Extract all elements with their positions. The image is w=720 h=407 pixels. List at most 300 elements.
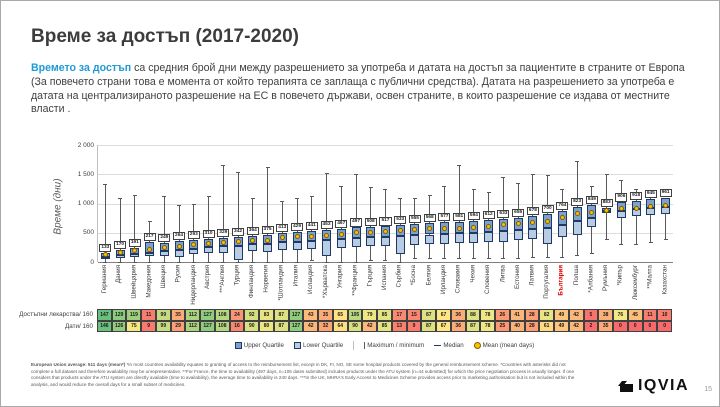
whisker-cap [192,204,196,205]
x-axis-label [480,264,495,311]
box-lower-quartile [263,244,272,252]
table-cell: 45 [628,309,643,321]
whisker-cap [619,180,623,181]
mean-value-label: 945 [645,190,657,198]
intro-text [31,62,695,117]
x-axis-label [436,264,451,311]
whisker-cap [295,198,299,199]
table-cell: 42 [569,321,584,333]
boxplot-column [408,145,423,262]
median-line [278,242,287,243]
median-line-icon [434,345,441,347]
box-lower-quartile [425,235,434,245]
table-cell: 87 [421,321,436,333]
box-lower-quartile [352,238,361,247]
mean-value-label: 467 [335,220,347,228]
mean-value-label: 883 [601,199,613,207]
table-cell: 76 [613,309,628,321]
whisker-cap [516,258,520,259]
whisker-cap [133,195,137,196]
x-axis-label-text: Швейцария [130,265,138,299]
y-axis-title: Време (дни) [52,178,64,235]
mean-value-label: 594 [468,212,480,220]
boxplot-column [157,145,172,262]
table-cell: 105 [348,309,363,321]
boxplot-column [201,145,216,262]
y-tick-label: 1 000 [77,200,94,207]
x-axis-label [97,264,112,311]
x-axis-label [259,264,274,311]
mean-value-label: 764 [556,202,568,210]
box-lower-quartile [587,218,596,227]
median-line [528,229,537,230]
x-axis-label [598,264,613,311]
table-cell: 87 [274,321,289,333]
boxplot-column [511,145,526,262]
table-cell: 99 [156,309,171,321]
whisker-cap [325,262,329,263]
x-axis-label-text: Чехия [469,265,477,283]
boxplot-column [555,145,570,262]
plot-area [77,141,673,266]
whisker-cap [487,258,491,259]
iqvia-logo [618,377,689,395]
mean-dot [103,252,108,257]
table-cell: 28 [525,321,540,333]
mean-value-label: 453 [320,221,332,229]
whisker-cap [118,262,122,263]
mean-value-label: 555 [409,215,421,223]
whisker-cap [369,260,373,261]
whisker-cap [546,257,550,258]
mean-value-label: 441 [306,222,318,230]
median-line [425,235,434,236]
x-axis-label-text: ***Англия [218,265,226,293]
table-row-dates [97,321,672,333]
boxplot-column [422,145,437,262]
whisker-cap [369,187,373,188]
mean-value-label: 655 [512,209,524,217]
mean-value-label: 293 [188,231,200,239]
x-axis-label [200,264,215,311]
mean-dot [457,226,462,231]
table-cell: 126 [112,321,127,333]
table-cell: 49 [554,309,569,321]
whisker-cap [339,186,343,187]
boxplot-column [319,145,334,262]
boxplot-column [585,145,600,262]
boxplot-column [378,145,393,262]
whisker-cap [634,189,638,190]
x-axis-label [392,264,407,311]
boxplot-column [437,145,452,262]
whisker-cap [162,196,166,197]
whisker-cap [162,262,166,263]
whisker-cap [221,165,225,166]
whisker-cap [310,260,314,261]
median-line [219,246,228,247]
boxplot-column [231,145,246,262]
boxplot-column [304,145,319,262]
mean-value-label: 700 [542,205,554,213]
x-axis-label-text: Словения [484,265,492,294]
x-axis-label-text: Норвегия [263,265,271,293]
whisker-cap [103,262,107,263]
table-cell: 36 [451,309,466,321]
whisker-cap [280,201,284,202]
legend-label: Upper Quartile [243,342,285,349]
x-axis-label-text: Германия [100,265,108,294]
table-cell: 17 [392,309,407,321]
box-lower-quartile [617,211,626,219]
median-line [514,230,523,231]
x-axis-label-text: Казахстан [661,265,669,295]
whisker-cap [133,262,137,263]
whisker-cap [398,262,402,263]
mean-value-label: 568 [424,214,436,222]
x-axis-label [643,264,658,311]
mean-value-label: 329 [217,229,229,237]
boxplot-column [496,145,511,262]
table-cell: 11 [141,309,156,321]
median-line [145,253,154,254]
data-table [97,309,672,332]
table-cell: 5 [584,309,599,321]
box-lower-quartile [514,230,523,241]
box-lower-quartile [484,232,493,242]
table-cell: 108 [215,321,230,333]
mean-value-label: 249 [158,234,170,242]
whisker-cap [546,175,550,176]
whisker-cap [487,192,491,193]
mean-dot [516,221,521,226]
x-axis-label [584,264,599,311]
x-axis-label-text: Португалия [543,265,551,299]
x-axis-label-text: *Босна [410,265,418,286]
x-axis-label-text: *Кипър [616,265,624,286]
legend-item-upper-quartile [235,342,284,349]
table-cell: 32 [318,321,333,333]
whisker-cap [280,262,284,263]
x-axis-label-text: Австрия [204,265,212,289]
box-lower-quartile [499,231,508,242]
whisker-line [459,165,460,259]
x-axis-label [318,264,333,311]
median-line [337,239,346,240]
boxplot-column [629,145,644,262]
x-axis-label-text: Македония [145,265,153,298]
whisker-cap [619,244,623,245]
lower-quartile-swatch-icon [294,342,301,349]
table-row-label-dates: Дати/ 160 [64,322,93,330]
boxplot-column [540,145,555,262]
whisker-cap [207,262,211,263]
x-axis-label [215,264,230,311]
box-lower-quartile [528,229,537,240]
x-axis-label [525,264,540,311]
table-cell: 90 [244,321,259,333]
table-cell: 35 [171,309,186,321]
box-lower-quartile [381,237,390,246]
whisker-cap [354,174,358,175]
mean-value-label: 581 [453,213,465,221]
median-line [204,247,213,248]
box-lower-quartile [366,237,375,246]
table-cell: 129 [112,309,127,321]
mean-dot [118,250,123,255]
table-cell: 42 [569,309,584,321]
whisker-cap [590,253,594,254]
x-axis-label-text: Финландия [248,265,256,299]
table-cell: 127 [200,321,215,333]
whisker-cap [575,161,579,162]
table-cell: 11 [643,309,658,321]
mean-value-label: 961 [660,189,672,197]
x-axis-label [628,264,643,311]
table-cell: 16 [230,321,245,333]
median-line [381,237,390,238]
whisker-cap [457,258,461,259]
table-cell: 87 [466,321,481,333]
box-lower-quartile [396,236,405,254]
x-axis-label-text: Латвия [528,265,536,286]
whisker-cap [605,174,609,175]
table-cell: 10 [657,309,672,321]
whisker-cap [354,262,358,263]
x-axis-label-text: Исландия [307,265,315,294]
table-cell: 78 [480,309,495,321]
x-axis-label-text: *Шотландия [277,265,285,301]
x-axis-label [126,264,141,311]
median-line [455,233,464,234]
mean-value-label: 678 [527,207,539,215]
boxplot-column [127,145,142,262]
table-cell: 67 [436,321,451,333]
table-cell: 0 [657,321,672,333]
table-cell: 43 [303,309,318,321]
mean-dot [560,215,565,220]
x-axis-label-text: Румъния [602,265,610,291]
table-cell: 92 [244,309,259,321]
whisker-cap [472,189,476,190]
x-axis-label [510,264,525,311]
whisker-cap [266,262,270,263]
whisker-cap [428,258,432,259]
x-axis-label [289,264,304,311]
whisker-cap [266,167,270,168]
whisker-cap [118,198,122,199]
boxplot-column [349,145,364,262]
table-cell: 61 [539,321,554,333]
median-line [175,250,184,251]
whisker-cap [442,258,446,259]
footnote [31,362,579,389]
whisker-cap [192,262,196,263]
boxplot-column [142,145,157,262]
median-line [558,225,567,226]
x-axis-label [156,264,171,311]
table-cell: 26 [495,309,510,321]
table-cell: 83 [259,309,274,321]
intro-lead: Времето за достъп [31,62,132,74]
table-cell: 35 [318,309,333,321]
median-line [396,236,405,237]
box-lower-quartile [307,241,316,249]
y-tick-label: 2 000 [77,141,94,149]
legend-item-mean [474,342,535,349]
whisker-cap [575,255,579,256]
whisker-cap [560,257,564,258]
x-axis-label [613,264,628,311]
x-axis-label [657,264,672,311]
x-axis-label [466,264,481,311]
table-cell: 0 [613,321,628,333]
mean-dot-icon [474,342,481,349]
page-number: 15 [704,386,712,393]
mean-value-label: 533 [394,216,406,224]
median-line [101,257,110,258]
table-row-labels [7,309,93,332]
x-axis-label-text: Словакия [454,265,462,294]
mean-value-label: 310 [203,230,215,238]
table-cell: 28 [525,309,540,321]
mean-value-label: 918 [630,192,642,200]
logo-text: IQVIA [637,377,689,394]
table-cell: 87 [274,309,289,321]
y-tick-label: 0 [90,258,94,266]
whisker-cap [207,196,211,197]
whisker-cap [148,221,152,222]
mean-value-label: 191 [129,239,141,247]
median-line [352,238,361,239]
median-line [573,221,582,222]
mean-value-label: 413 [276,224,288,232]
table-cell: 0 [628,321,643,333]
boxplot-column [658,145,673,262]
box-lower-quartile [410,235,419,245]
x-axis-label [333,264,348,311]
mean-value-label: 342 [232,228,244,236]
median-line [293,242,302,243]
mean-dot [162,245,167,250]
mean-value-label: 906 [615,193,627,201]
whisker-cap [413,258,417,259]
table-cell: 99 [156,321,171,333]
mean-dot [177,244,182,249]
whisker-cap [516,183,520,184]
box-lower-quartile [573,221,582,234]
mean-value-label: 133 [99,244,111,252]
table-cell: 90 [348,321,363,333]
mean-value-label: 497 [350,218,362,226]
whisker-cap [442,186,446,187]
table-cell: 112 [185,321,200,333]
boxplot-column [363,145,378,262]
table-cell: 85 [377,321,392,333]
x-axis-label [348,264,363,311]
whisker-cap [501,258,505,259]
whisker-cap [531,174,535,175]
whisker-cap [325,173,329,174]
whisker-cap [339,262,343,263]
logo-mark-icon [618,380,635,393]
whisker-cap [398,198,402,199]
box-lower-quartile [337,239,346,248]
table-cell: 127 [289,321,304,333]
max-min-line-icon [364,342,365,349]
median-line [189,249,198,250]
x-axis-label-text: Турция [233,265,241,286]
median-line [234,246,243,247]
whisker-cap [501,177,505,178]
whisker-cap [428,195,432,196]
x-axis-label-text: Гърция [366,265,374,287]
x-axis-label-text: Ирландия [439,265,447,295]
x-axis-label-text: Белгия [425,265,433,286]
whisker-cap [531,257,535,258]
table-cell: 127 [289,309,304,321]
table-cell: 65 [333,309,348,321]
table-cell: 42 [303,321,318,333]
x-axis-label-text: Испания [381,265,388,290]
boxplot-column [452,145,467,262]
whisker-cap [177,205,181,206]
box-lower-quartile [440,234,449,244]
table-cell: 0 [643,321,658,333]
x-axis-label-text: *Хърватска [322,265,330,299]
boxplot-column [614,145,629,262]
x-axis-label [244,264,259,311]
boxplot-column [98,145,113,262]
mean-value-label: 849 [586,196,598,204]
median-line [410,235,419,236]
whisker-cap [605,239,609,240]
boxplot-column [644,145,659,262]
table-cell: 64 [333,321,348,333]
boxplot-column [290,145,305,262]
table-cell: 146 [97,321,112,333]
mean-value-label: 823 [571,198,583,206]
table-cell: 85 [377,309,392,321]
x-axis-label [112,264,127,311]
table-cell: 75 [126,321,141,333]
mean-dot [604,208,609,213]
x-axis-label [171,264,186,311]
table-cell: 78 [480,321,495,333]
x-axis-label [539,264,554,311]
legend-label: Maximum / minimum [367,342,425,349]
x-axis-label-text: Русия [174,265,182,283]
mean-dot [295,234,300,239]
x-axis-label [569,264,584,311]
median-line [543,228,552,229]
whisker-cap [251,262,255,263]
mean-value-label: 217 [144,233,156,241]
whisker-cap [236,262,240,263]
table-cell: 88 [466,309,481,321]
x-axis-label [407,264,422,311]
box-lower-quartile [234,246,243,260]
x-axis-label-text: Швеция [159,265,167,289]
whisker-cap [664,239,668,240]
boxplot-column [393,145,408,262]
table-cell: 49 [554,321,569,333]
x-axis-label-text-highlighted: България [557,265,565,296]
table-cell: 108 [215,309,230,321]
box-lower-quartile [455,233,464,243]
table-cell: 24 [230,309,245,321]
table-cell: 82 [539,309,554,321]
